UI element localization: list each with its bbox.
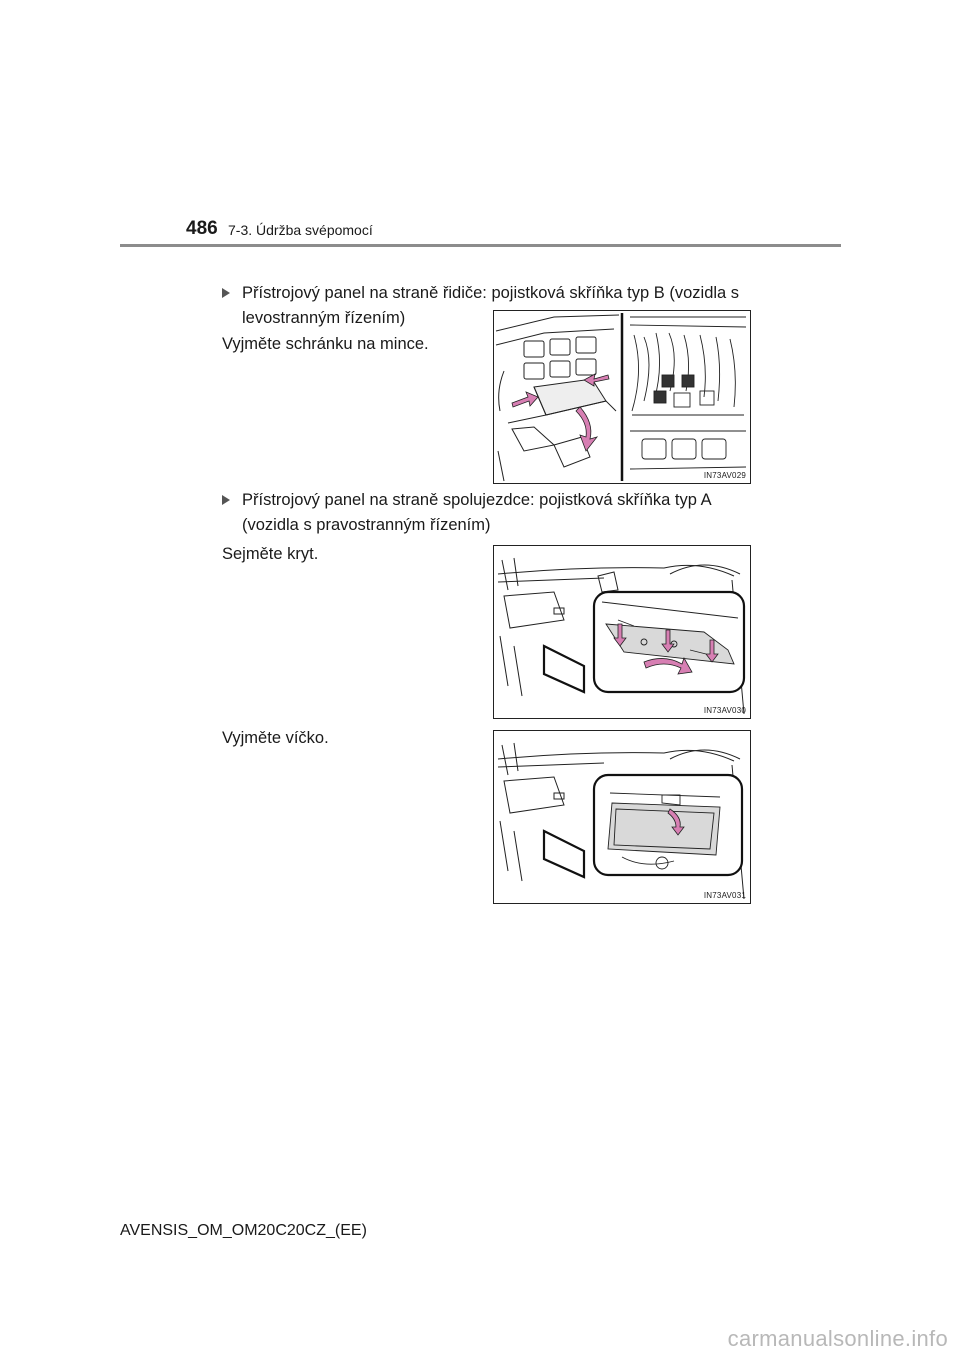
section-title: 7-3. Údržba svépomocí	[228, 222, 373, 238]
bullet-triangle-icon	[222, 288, 230, 298]
figure-code: IN73AV030	[703, 706, 746, 715]
step-remove-lid: Vyjměte víčko.	[222, 729, 329, 747]
bullet-triangle-icon	[222, 495, 230, 505]
bullet-item-passenger-side	[222, 488, 752, 538]
step-remove-coin-box: Vyjměte schránku na mince.	[222, 335, 429, 353]
bullet-text: Přístrojový panel na straně řidiče: pojistková skříňka typ B (vozidla s levostranným řízením)	[242, 284, 740, 327]
page-number: 486	[186, 218, 218, 239]
watermark: carmanualsonline.info	[727, 1326, 948, 1351]
figure-coin-box-removal	[493, 310, 751, 484]
document-code: AVENSIS_OM_OM20C20CZ_(EE)	[120, 1222, 367, 1239]
illustration-fuse-box-lid	[494, 731, 750, 903]
figure-cover-removal	[493, 545, 751, 719]
header-rule	[120, 244, 841, 247]
step-remove-cover: Sejměte kryt.	[222, 545, 319, 563]
figure-lid-removal	[493, 730, 751, 904]
figure-code: IN73AV031	[703, 891, 746, 900]
figure-code: IN73AV029	[703, 471, 746, 480]
illustration-glovebox-cover	[494, 546, 750, 718]
illustration-dashboard-coin-box	[494, 311, 750, 483]
bullet-text: Přístrojový panel na straně spolujezdce: pojistková skříňka typ A (vozidla s pravostranným řízením)	[242, 491, 711, 534]
